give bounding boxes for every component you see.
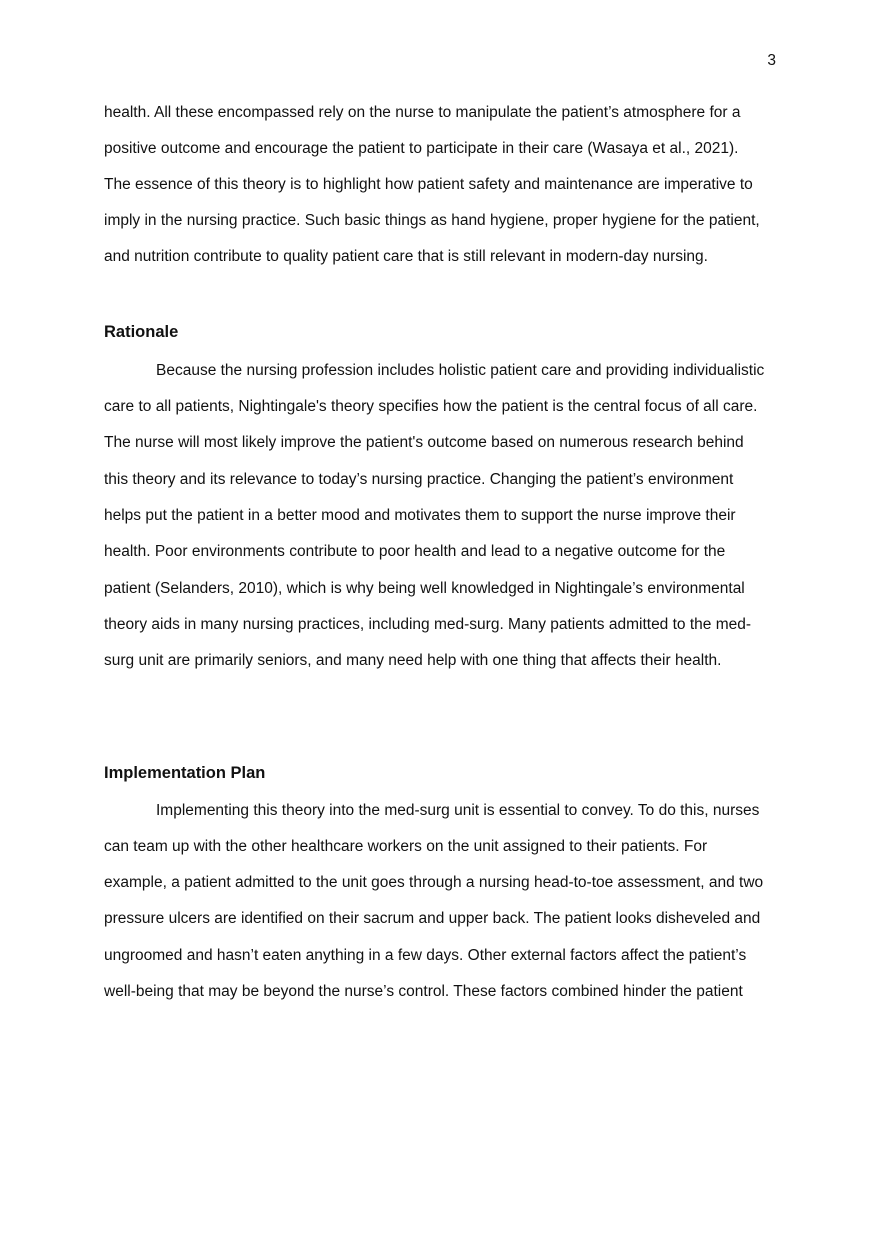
paragraph-line: surg unit are primarily seniors, and many need help with one thing that affects their health. — [104, 652, 722, 669]
paragraph-line: helps put the patient in a better mood and motivates them to support the nurse improve their — [104, 507, 736, 524]
implementation-plan-heading: Implementation Plan — [104, 764, 266, 782]
paragraph-line: health. Poor environments contribute to poor health and lead to a negative outcome for the — [104, 543, 726, 560]
paragraph-line: well-being that may be beyond the nurse’s control. These factors combined hinder the patient — [104, 983, 743, 1000]
paragraph-line: patient (Selanders, 2010), which is why being well knowledged in Nightingale’s environmental — [104, 580, 745, 597]
paragraph-line: ungroomed and hasn’t eaten anything in a few days. Other external factors affect the patient’s — [104, 947, 747, 964]
paragraph-line: can team up with the other healthcare workers on the unit assigned to their patients. For — [104, 838, 708, 855]
paragraph-line: imply in the nursing practice. Such basic things as hand hygiene, proper hygiene for the patient, — [104, 212, 760, 229]
paragraph-line: care to all patients, Nightingale's theory specifies how the patient is the central focus of all care. — [104, 398, 758, 415]
paragraph-line: theory aids in many nursing practices, including med-surg. Many patients admitted to the med- — [104, 616, 752, 633]
paragraph-line: Implementing this theory into the med-surg unit is essential to convey. To do this, nurses — [156, 802, 760, 819]
paragraph-line: this theory and its relevance to today’s nursing practice. Changing the patient’s environment — [104, 471, 734, 488]
paragraph-line: The essence of this theory is to highlight how patient safety and maintenance are imperative to — [104, 176, 753, 193]
paragraph-line: positive outcome and encourage the patient to participate in their care (Wasaya et al., 2021). — [104, 140, 739, 157]
page-number: 3 — [767, 52, 776, 69]
paragraph-line: Because the nursing profession includes holistic patient care and providing individualistic — [156, 362, 765, 379]
paragraph-line: example, a patient admitted to the unit goes through a nursing head-to-toe assessment, and two — [104, 874, 764, 891]
paragraph-line: and nutrition contribute to quality patient care that is still relevant in modern-day nursing. — [104, 248, 708, 265]
paragraph-line: pressure ulcers are identified on their sacrum and upper back. The patient looks disheveled and — [104, 910, 761, 927]
paragraph-line: The nurse will most likely improve the patient's outcome based on numerous research behind — [104, 434, 744, 451]
rationale-heading: Rationale — [104, 323, 179, 341]
paragraph-line: health. All these encompassed rely on the nurse to manipulate the patient’s atmosphere for a — [104, 104, 741, 121]
